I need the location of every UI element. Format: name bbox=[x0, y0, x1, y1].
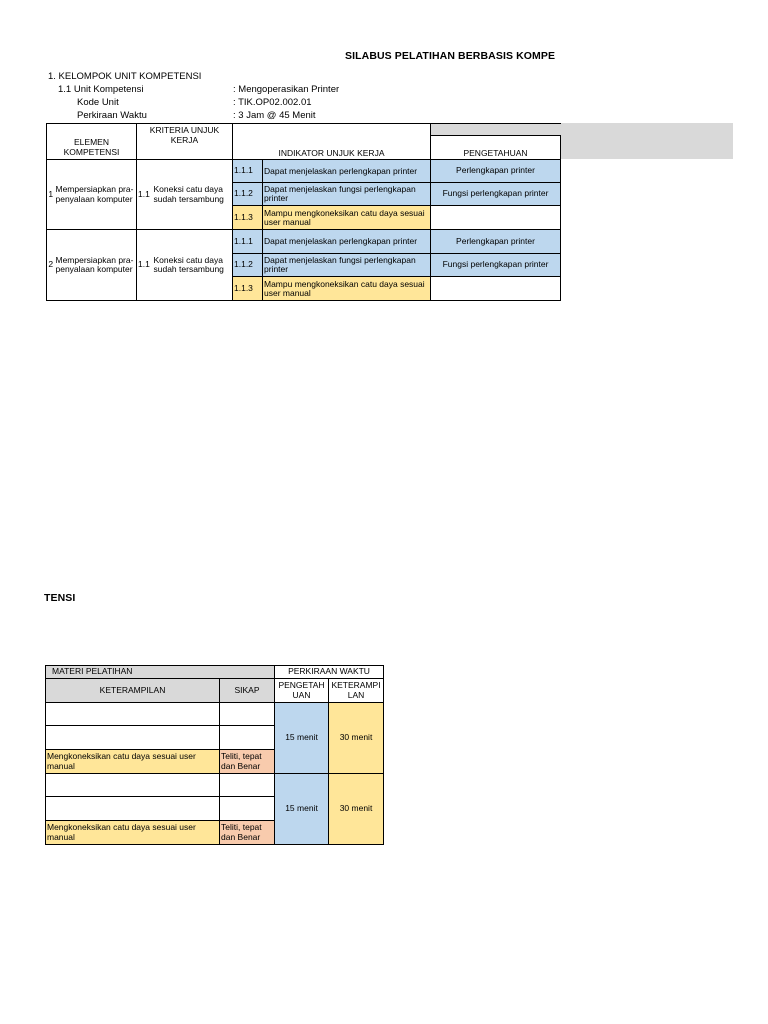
pengetahuan-cell bbox=[431, 277, 561, 301]
header-kriteria: KRITERIA UNJUK KERJA bbox=[137, 124, 233, 160]
time-pengetahuan: 15 menit bbox=[275, 774, 329, 845]
indicator-text: Dapat menjelaskan fungsi perlengkapan printer bbox=[263, 183, 431, 206]
kuk-number: 1.1 bbox=[137, 160, 153, 230]
unit-label: 1.1 Unit Kompetensi bbox=[58, 84, 144, 95]
indicator-text: Dapat menjelaskan fungsi perlengkapan printer bbox=[263, 254, 431, 277]
pengetahuan-cell: Perlengkapan printer bbox=[431, 230, 561, 254]
competency-table bbox=[46, 123, 561, 301]
time-label: Perkiraan Waktu bbox=[77, 110, 147, 121]
indicator-code: 1.1.3 bbox=[233, 277, 263, 301]
elemen-cell: Mempersiapkan pra- penyalaan komputer bbox=[55, 160, 137, 230]
indicator-text: Mampu mengkoneksikan catu daya sesuai user manual bbox=[263, 206, 431, 230]
header-sikap: SIKAP bbox=[220, 679, 275, 703]
keterampilan-cell bbox=[46, 726, 220, 750]
title-fragment: TENSI bbox=[44, 592, 76, 604]
document-title: SILABUS PELATIHAN BERBASIS KOMPE bbox=[345, 50, 556, 62]
sikap-cell bbox=[220, 703, 275, 726]
header-keterampilan-time: KETERAMPILAN bbox=[329, 679, 384, 703]
pengetahuan-cell: Fungsi perlengkapan printer bbox=[431, 254, 561, 277]
time-value: : 3 Jam @ 45 Menit bbox=[233, 110, 316, 121]
pengetahuan-cell: Perlengkapan printer bbox=[431, 160, 561, 183]
sikap-cell bbox=[220, 726, 275, 750]
pengetahuan-cell bbox=[431, 206, 561, 230]
materials-table bbox=[45, 665, 384, 845]
table-row bbox=[47, 230, 561, 254]
table-row bbox=[46, 703, 384, 726]
pengetahuan-cell: Fungsi perlengkapan printer bbox=[431, 183, 561, 206]
time-keterampilan: 30 menit bbox=[329, 703, 384, 774]
keterampilan-cell: Mengkoneksikan catu daya sesuai user manual bbox=[46, 821, 220, 845]
row-number: 2 bbox=[47, 230, 55, 301]
kuk-cell: Koneksi catu daya sudah tersambung bbox=[153, 230, 233, 301]
section-heading: 1. KELOMPOK UNIT KOMPETENSI bbox=[48, 71, 202, 82]
keterampilan-cell bbox=[46, 703, 220, 726]
indicator-code: 1.1.1 bbox=[233, 160, 263, 183]
header-elemen: ELEMEN KOMPETENSI bbox=[47, 124, 137, 160]
keterampilan-cell: Mengkoneksikan catu daya sesuai user manual bbox=[46, 750, 220, 774]
code-label: Kode Unit bbox=[77, 97, 119, 108]
header-indikator: INDIKATOR UNJUK KERJA bbox=[233, 124, 431, 160]
keterampilan-cell bbox=[46, 774, 220, 797]
indicator-text: Dapat menjelaskan perlengkapan printer bbox=[263, 160, 431, 183]
keterampilan-cell bbox=[46, 797, 220, 821]
table-row bbox=[47, 160, 561, 183]
table-row bbox=[46, 774, 384, 797]
header-pengetahuan: PENGETAHUAN bbox=[431, 136, 561, 160]
indicator-code: 1.1.3 bbox=[233, 206, 263, 230]
header-keterampilan: KETERAMPILAN bbox=[46, 679, 220, 703]
unit-value: : Mengoperasikan Printer bbox=[233, 84, 340, 95]
sikap-cell bbox=[220, 797, 275, 821]
code-value: : TIK.OP02.002.01 bbox=[233, 97, 312, 108]
time-pengetahuan: 15 menit bbox=[275, 703, 329, 774]
sikap-cell: Teliti, tepat dan Benar bbox=[220, 821, 275, 845]
sikap-cell bbox=[220, 774, 275, 797]
header-pengetahuan-time: PENGETAHUAN bbox=[275, 679, 329, 703]
row-number: 1 bbox=[47, 160, 55, 230]
indicator-code: 1.1.2 bbox=[233, 254, 263, 277]
indicator-code: 1.1.1 bbox=[233, 230, 263, 254]
time-keterampilan: 30 menit bbox=[329, 774, 384, 845]
header-materi: MATERI PELATIHAN bbox=[46, 666, 275, 679]
sikap-cell: Teliti, tepat dan Benar bbox=[220, 750, 275, 774]
elemen-cell: Mempersiapkan pra- penyalaan komputer bbox=[55, 230, 137, 301]
kuk-number: 1.1 bbox=[137, 230, 153, 301]
kuk-cell: Koneksi catu daya sudah tersambung bbox=[153, 160, 233, 230]
indicator-text: Dapat menjelaskan perlengkapan printer bbox=[263, 230, 431, 254]
indicator-code: 1.1.2 bbox=[233, 183, 263, 206]
header-perkiraan: PERKIRAAN WAKTU bbox=[275, 666, 384, 679]
indicator-text: Mampu mengkoneksikan catu daya sesuai user manual bbox=[263, 277, 431, 301]
